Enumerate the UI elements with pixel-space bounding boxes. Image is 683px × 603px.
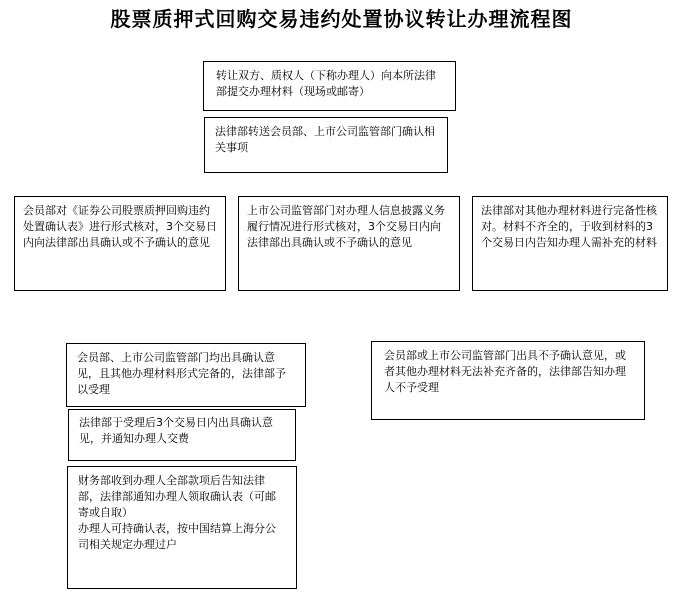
flow-node-text: 法律部对其他办理材料进行完备性核对。材料不齐全的，于收到材料的3个交易日内告知办理人需补充的材料	[481, 204, 657, 249]
flow-node-text: 会员部、上市公司监管部门均出具确认意见，且其他办理材料形式完备的，法律部予以受理	[77, 351, 286, 396]
flow-node-accepted	[66, 343, 306, 407]
flow-node-text: 法律部转送会员部、上市公司监管部门确认相关事项	[215, 125, 435, 154]
flow-node-text: 财务部收到办理人全部款项后告知法律部，法律部通知办理人领取确认表（可邮寄或自取） 办理人可持确认表，按中国结算上海分公司相关规定办理过户	[78, 474, 276, 551]
flow-node-text: 转让双方、质权人（下称办理人）向本所法律部提交办理材料（现场或邮寄）	[216, 69, 436, 98]
flow-node-submit-materials	[203, 61, 456, 111]
flow-node-listed-co-review	[238, 196, 460, 291]
flow-node-rejected	[371, 341, 645, 420]
flow-node-transfer	[67, 466, 297, 589]
flow-node-member-dept-review	[14, 196, 226, 291]
flow-node-forward-confirm	[204, 117, 448, 173]
flow-node-legal-review	[472, 196, 668, 291]
flow-node-text: 上市公司监管部门对办理人信息披露义务履行情况进行形式核对，3个交易日内向法律部出具确认或不予确认的意见	[247, 204, 445, 249]
flow-node-confirm-notify	[68, 409, 296, 461]
page-title: 股票质押式回购交易违约处置协议转让办理流程图	[110, 7, 573, 31]
flow-node-text: 法律部于受理后3个交易日内出具确认意见，并通知办理人交费	[79, 416, 273, 445]
flow-node-text: 会员部对《证券公司股票质押回购违约处置确认表》进行形式核对，3个交易日内向法律部出具确认或不予确认的意见	[23, 204, 217, 249]
flow-node-text: 会员部或上市公司监管部门出具不予确认意见，或者其他办理材料无法补充齐备的，法律部告知办理人不予受理	[384, 349, 626, 394]
